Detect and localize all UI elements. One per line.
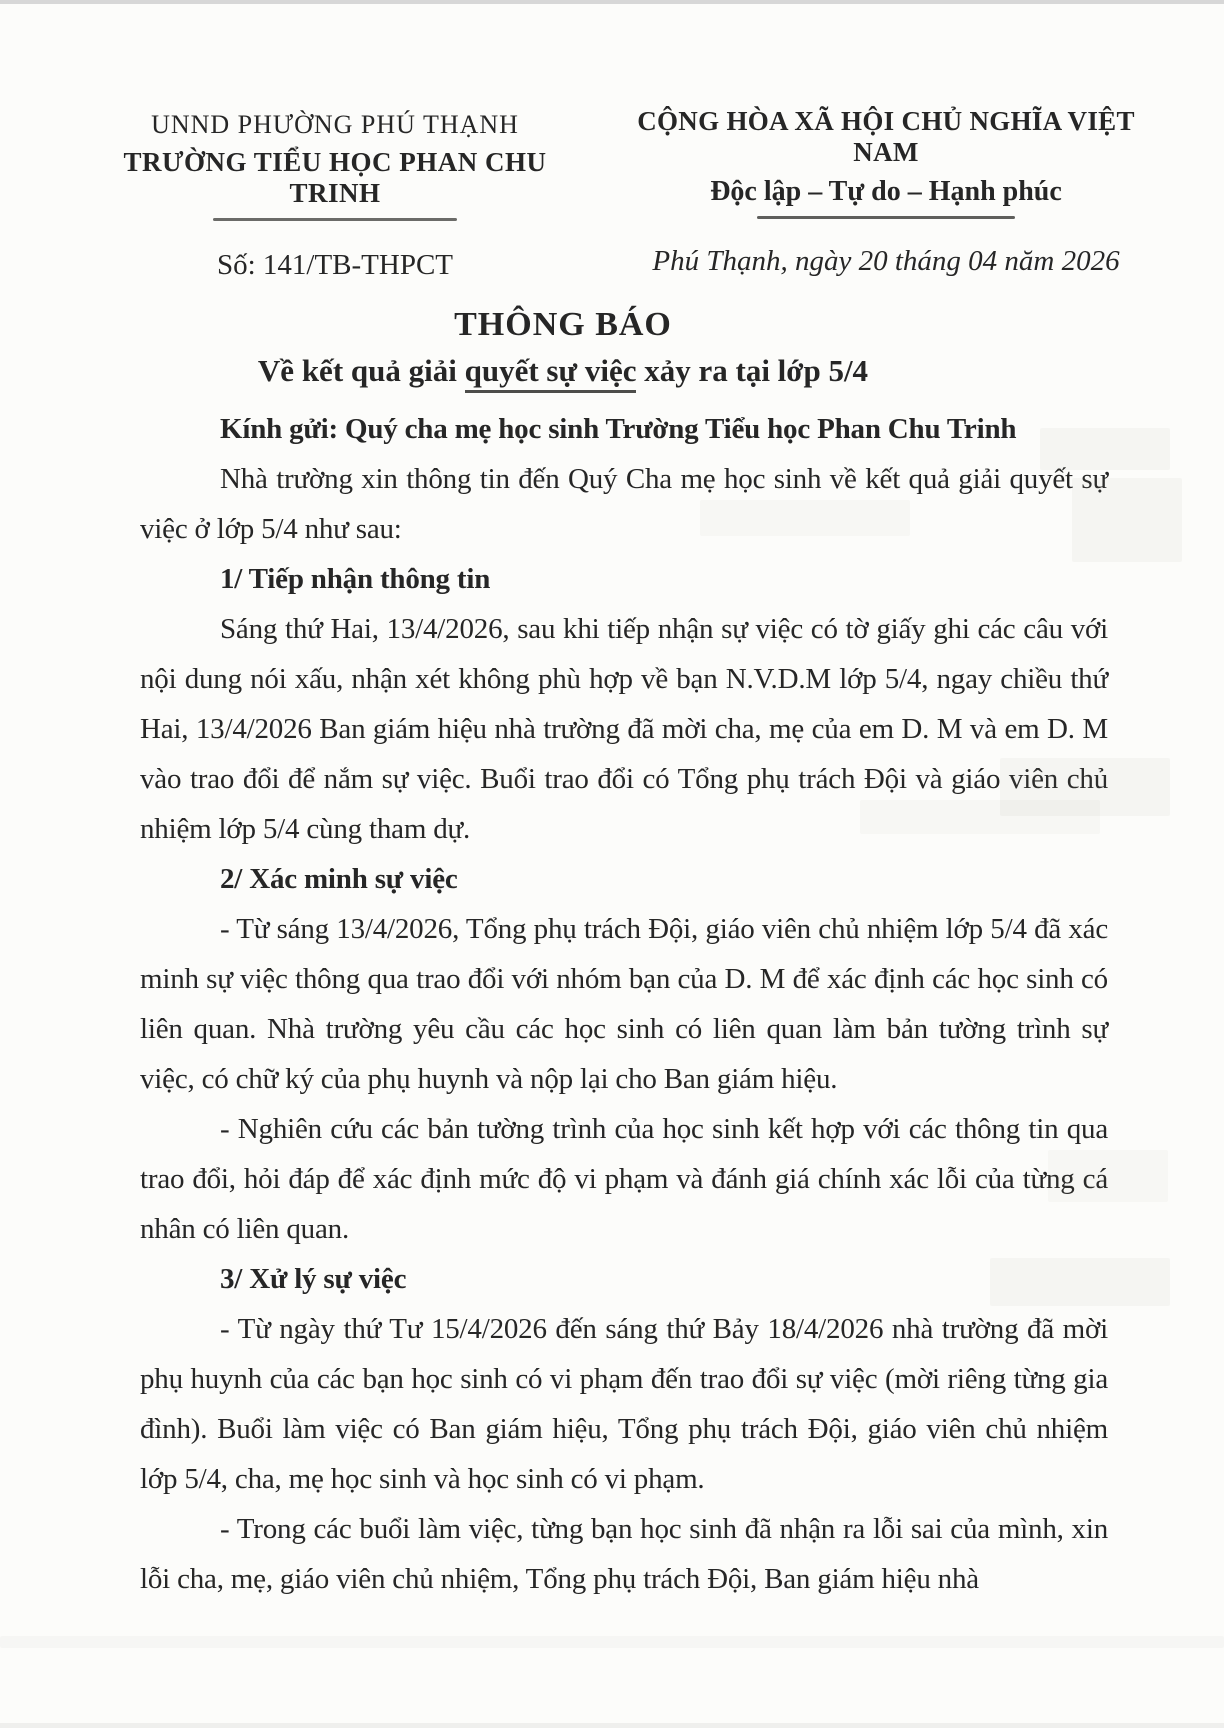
scan-artifact [1048,1150,1168,1202]
national-motto-line2: Độc lập – Tự do – Hạnh phúc [710,176,1062,208]
motto-underline [757,216,1015,219]
scan-artifact [0,1636,1224,1648]
section-1-heading: 1/ Tiếp nhận thông tin [220,563,491,595]
section-2-paragraph-1: - Từ sáng 13/4/2026, Tổng phụ trách Đội, giáo viên chủ nhiệm lớp 5/4 đã xác minh sự việc thông qua trao đổi với nhóm bạn của D. M để xác định các học sinh có liên quan. Nhà trường yêu cầu các học sinh có liên quan làm bản tường trình sự việc, có chữ ký của phụ huynh và nộp lại cho Ban giám hiệu. [140,913,1108,1095]
header-right-column [628,106,1144,279]
scan-top-edge [0,0,1224,4]
document-body [140,404,1108,1604]
place-and-date: Phú Thạnh, ngày 20 tháng 04 năm 2026 [652,245,1120,278]
subtitle-prefix: Về kết quả giải [257,353,465,388]
document-title-block [0,306,1126,389]
scan-bottom-edge [0,1723,1224,1728]
scan-artifact [990,1258,1170,1306]
section-3-heading: 3/ Xử lý sự việc [220,1263,407,1295]
salutation-line: Kính gửi: Quý cha mẹ học sinh Trường Tiểu học Phan Chu Trinh [220,413,1017,445]
document-subtitle [0,353,1126,389]
section-3-paragraph-1: - Từ ngày thứ Tư 15/4/2026 đến sáng thứ Bảy 18/4/2026 nhà trường đã mời phụ huynh của các bạn học sinh có vi phạm đến trao đổi sự việc (mời riêng từng gia đình). Buổi làm việc có Ban giám hiệu, Tổng phụ trách Đội, giáo viên chủ nhiệm lớp 5/4, cha, mẹ học sinh và học sinh có vi phạm. [140,1313,1108,1495]
section-3-paragraph-2: - Trong các buổi làm việc, từng bạn học sinh đã nhận ra lỗi sai của mình, xin lỗi cha, mẹ, giáo viên chủ nhiệm, Tổng phụ trách Đội, Ban giám hiệu nhà [140,1513,1108,1595]
document-number: Số: 141/TB-THPCT [216,248,454,281]
scan-artifact [860,800,1100,834]
section-1-paragraph: Sáng thứ Hai, 13/4/2026, sau khi tiếp nhận sự việc có tờ giấy ghi các câu với nội dung nói xấu, nhận xét không phù hợp về bạn N.V.D.M lớp 5/4, ngay chiều thứ Hai, 13/4/2026 Ban giám hiệu nhà trường đã mời cha, mẹ của em D. M và em D. M vào trao đổi để nắm sự việc. Buổi trao đổi có Tổng phụ trách Đội và giáo viên chủ nhiệm lớp 5/4 cùng tham dự. [140,613,1108,845]
national-motto-line1: CỘNG HÒA XÃ HỘI CHỦ NGHĨA VIỆT NAM [637,106,1135,168]
subtitle-suffix: xảy ra tại lớp 5/4 [636,353,869,388]
subtitle-underlined-text: quyết sự việc [465,353,637,393]
school-name: TRƯỜNG TIỂU HỌC PHAN CHU TRINH [123,146,547,208]
document-title: THÔNG BÁO [454,306,672,343]
scan-artifact [1072,478,1182,562]
section-2-heading: 2/ Xác minh sự việc [220,863,458,895]
school-name-underline [213,218,457,221]
intro-paragraph: Nhà trường xin thông tin đến Quý Cha mẹ học sinh về kết quả giải quyết sự việc ở lớp 5/4 như sau: [140,463,1108,545]
section-2-paragraph-2: - Nghiên cứu các bản tường trình của học sinh kết hợp với các thông tin qua trao đổi, hỏi đáp để xác định mức độ vi phạm và đánh giá chính xác lỗi của từng cá nhân có liên quan. [140,1113,1108,1245]
header-left-column [92,110,578,282]
scan-artifact [700,500,910,536]
scan-artifact [1040,428,1170,470]
issuing-authority: UNND PHƯỜNG PHÚ THẠNH [151,110,519,139]
